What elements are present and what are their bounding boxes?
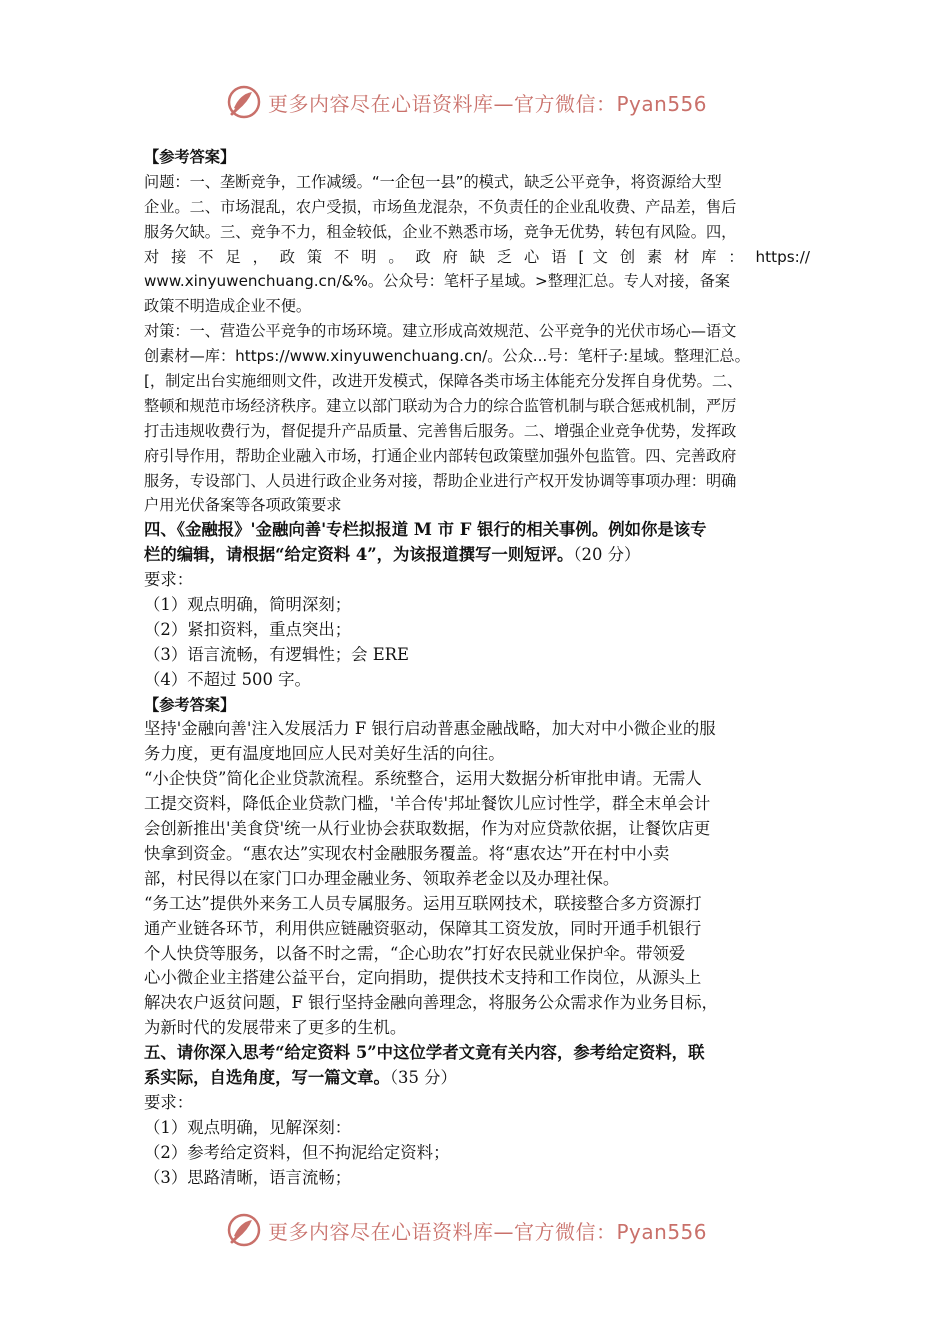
text-line: 五、请你深入思考“给定资料 5”中这位学者文竟有关内容，参考给定资料，联 — [144, 1043, 705, 1063]
score-note: （35 分） — [389, 1067, 457, 1087]
watermark-banner-top — [226, 82, 707, 122]
text-line: 整顿和规范市场经济秩序。建立以部门联动为合力的综合监管机制与联合惩戒机制，严厉 — [144, 396, 737, 415]
text-line: 通产业链各环节，利用供应链融资驱动，保障其工资发放，同时开通手机银行 — [144, 918, 702, 938]
text-line: （1）观点明确，见解深刻： — [144, 1117, 352, 1137]
text-line: 解决农户返贫问题，F 银行坚持金融向善理念，将服务公众需求作为业务目标， — [144, 993, 718, 1013]
text-line: 府引导作用，帮助企业融入市场，打通企业内部转包政策壁加强外包监管。四、完善政府 — [144, 446, 737, 465]
text-line: （1）观点明确，简明深刻； — [144, 595, 352, 615]
document-body — [144, 145, 810, 1190]
pen-circle-logo-icon — [226, 84, 262, 120]
text-line: （2）紧扣资料，重点突出； — [144, 619, 352, 639]
text-line: 部，村民得以在家门口办理金融业务、领取养老金以及办理社保。 — [144, 868, 620, 888]
text-line: 打击违规收费行为，督促提升产品质量、完善售后服务。二、增强企业竞争优势，发挥政 — [144, 421, 737, 440]
text-line: 要求： — [144, 570, 194, 590]
text-line: 要求： — [144, 1092, 194, 1112]
text-line: 工提交资料，降低企业贷款门槛，'羊合传'邦址餐饮儿应讨性学，群全末单会计 — [144, 794, 711, 814]
text-line: （3）语言流畅，有逻辑性；会 ERE — [144, 644, 409, 664]
text-line: （2）参考给定资料，但不拘泥给定资料； — [144, 1142, 450, 1162]
text-line: 会创新推出'美食贷'统一从行业协会获取数据，作为对应贷款依据，让餐饮店更 — [144, 819, 711, 839]
text-line: 为新时代的发展带来了更多的生机。 — [144, 1018, 407, 1038]
text-line: 对 接 不 足 ， 政 策 不 明 。 政 府 缺 乏 心 语 [ 文 创 素 材 库 ： https:// — [144, 247, 810, 266]
text-line: 服务欠缺。三、竞争不力，租金较低，企业不熟悉市场，竞争无优势，转包有风险。四， — [144, 222, 737, 241]
text-line: 问题：一、垄断竞争，工作减缓。“一企包一县”的模式，缺乏公平竞争，将资源给大型 — [144, 172, 722, 191]
score-note: （20 分） — [573, 545, 641, 565]
text-line: 四、《金融报》'金融向善'专栏拟报道 M 市 F 银行的相关事例。例如你是该专 — [144, 520, 707, 540]
text-line: （3）思路清晰，语言流畅； — [144, 1167, 352, 1187]
text-line: 【参考答案】 — [144, 148, 236, 166]
text-line: 栏的编辑，请根据“给定资料 4”，为该报道撰写一则短评。（20 分） — [144, 545, 641, 565]
text-line: 系实际，自选角度，写一篇文章。（35 分） — [144, 1067, 457, 1087]
text-line: 对策：一、营造公平竞争的市场环境。建立形成高效规范、公平竞争的光伏市场心—语文 — [144, 322, 737, 341]
text-line: “务工达”提供外来务工人员专属服务。运用互联网技术，联接整合多方资源打 — [144, 893, 702, 913]
text-line: 快拿到资金。“惠农达”实现农村金融服务覆盖。将“惠农达”开在村中小卖 — [144, 843, 670, 863]
text-line: 务力度，更有温度地回应人民对美好生活的向往。 — [144, 744, 505, 764]
text-line: 坚持'金融向善'注入发展活力 F 银行启动普惠金融战略，加大对中小微企业的服 — [144, 719, 716, 739]
watermark-text: 更多内容尽在心语资料库—官方微信：Pyan556 — [268, 91, 708, 116]
pen-circle-logo-icon — [226, 1212, 262, 1248]
text-line: （4）不超过 500 字。 — [144, 669, 311, 689]
text-line: 政策不明造成企业不便。 — [144, 297, 312, 316]
text-line: 心小微企业主搭建公益平台，定向捐助，提供技术支持和工作岗位，从源头上 — [144, 968, 702, 988]
text-line: 个人快贷等服务，以备不时之需，“企心助农”打好农民就业保护伞。带领爱 — [144, 943, 686, 963]
text-line: 服务，专设部门、人员进行政企业务对接，帮助企业进行产权开发协调等事项办理：明确 — [144, 471, 737, 490]
text-line: “小企快贷”简化企业贷款流程。系统整合，运用大数据分析审批申请。无需人 — [144, 769, 702, 789]
text-line: 【参考答案】 — [144, 695, 236, 714]
text-line: 企业。二、市场混乱，农户受损，市场鱼龙混杂，不负责任的企业乱收费、产品差，售后 — [144, 197, 737, 216]
text-line: [，制定出台实施细则文件，改进开发模式，保障各类市场主体能充分发挥自身优势。二、 — [144, 372, 743, 391]
watermark-banner-bottom — [226, 1210, 707, 1250]
text-line: 创素材—库：https://www.xinyuwenchuang.cn/。公众...号：笔杆子:星域。整理汇总。 — [144, 347, 750, 366]
watermark-text: 更多内容尽在心语资料库—官方微信：Pyan556 — [268, 1219, 708, 1244]
text-line: www.xinyuwenchuang.cn/&%。公众号：笔杆子星域。>整理汇总。专人对接，备案 — [144, 272, 730, 291]
text-line: 户用光伏备案等各项政策要求 — [144, 496, 342, 515]
